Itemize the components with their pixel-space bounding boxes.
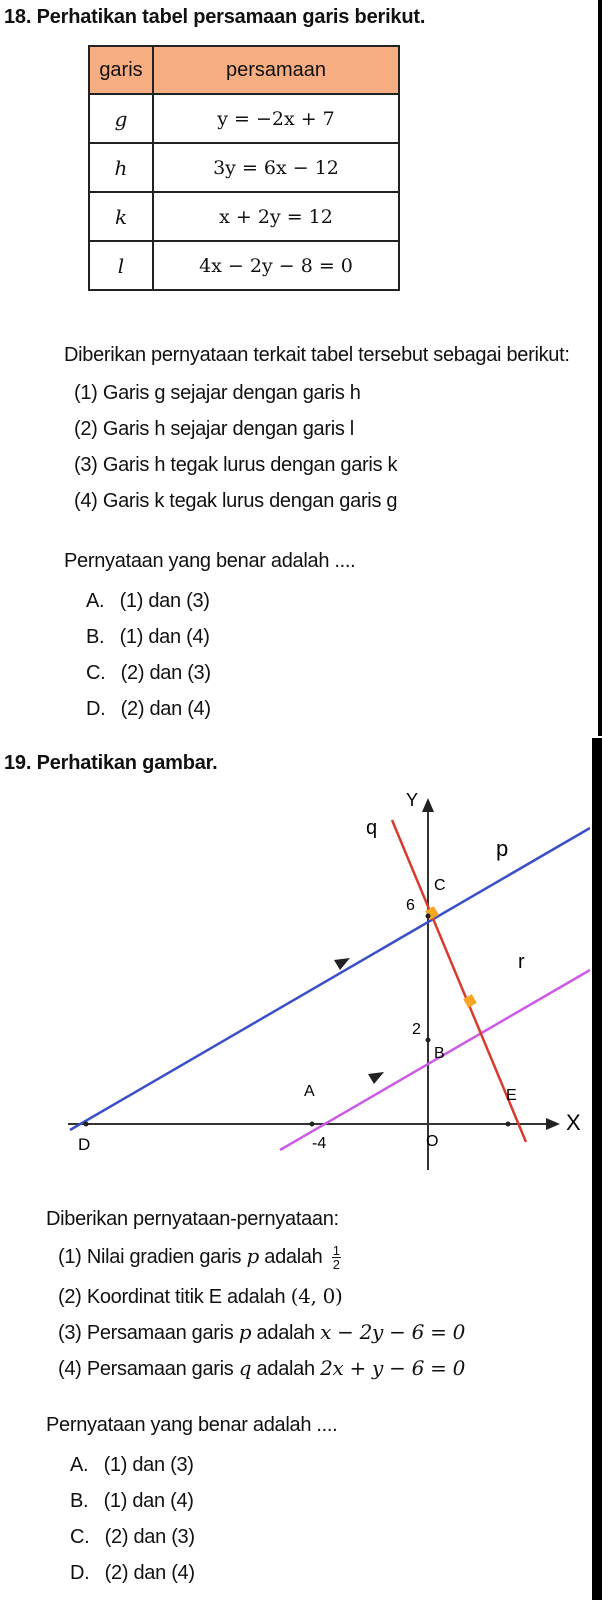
statement-number: (2) — [58, 1286, 82, 1308]
table-row — [89, 192, 399, 241]
line-name-cell: k — [89, 192, 153, 241]
q19-option-a[interactable] — [70, 1454, 194, 1477]
q19-question: Pernyataan yang benar adalah .... — [46, 1414, 338, 1436]
q18-statement-3 — [74, 454, 397, 477]
line-name-cell: l — [89, 241, 153, 290]
point-b — [426, 1038, 431, 1043]
y-axis-arrow-icon — [422, 798, 434, 812]
label-d: D — [78, 1135, 91, 1154]
statement-text: Garis g sejajar dengan garis h — [102, 382, 361, 404]
q18-statement-1 — [74, 382, 361, 405]
label-e: E — [506, 1087, 517, 1104]
q18-title-text: Perhatikan tabel persamaan garis berikut. — [36, 6, 426, 28]
point-d — [84, 1122, 89, 1127]
label-six: 6 — [406, 897, 415, 914]
point-a — [310, 1122, 315, 1127]
option-letter: D. — [70, 1562, 90, 1584]
q19-statement-2 — [58, 1284, 343, 1309]
label-q: q — [366, 817, 378, 839]
statement-text: Koordinat titik E adalah — [86, 1286, 286, 1308]
statement-number: (1) — [58, 1246, 82, 1268]
x-axis-arrow-icon — [546, 1118, 560, 1130]
q19-statement-3 — [58, 1320, 465, 1345]
table-row — [89, 241, 399, 290]
q19-statement-4 — [58, 1356, 465, 1381]
q18-option-d[interactable] — [86, 698, 211, 721]
statement-variable: p — [246, 1244, 259, 1268]
statement-text: adalah — [264, 1246, 323, 1268]
statement-text: Garis k tegak lurus dengan garis g — [102, 490, 398, 512]
q18-option-b[interactable] — [86, 626, 210, 649]
table-row — [89, 94, 399, 143]
option-text: (1) dan (3) — [119, 590, 210, 612]
statement-text: Garis h tegak lurus dengan garis k — [102, 454, 398, 476]
statement-number: (2) — [74, 418, 98, 440]
line-equation-table — [88, 45, 400, 291]
equation-cell: 4x − 2y − 8 = 0 — [153, 241, 399, 290]
point-e — [506, 1122, 511, 1127]
statement-number: (3) — [74, 454, 98, 476]
statement-text: adalah — [256, 1322, 315, 1344]
point-c — [426, 914, 431, 919]
equation-cell: 3y = 6x − 12 — [153, 143, 399, 192]
label-origin: O — [426, 1133, 439, 1150]
line-name-cell: g — [89, 94, 153, 143]
q19-intro: Diberikan pernyataan-pernyataan: — [46, 1208, 339, 1230]
equation-cell: y = −2x + 7 — [153, 94, 399, 143]
label-c: C — [434, 877, 446, 894]
option-letter: B. — [86, 626, 105, 648]
statement-math: (4, 0) — [290, 1284, 343, 1308]
statement-text: Persamaan garis — [86, 1358, 234, 1380]
header-persamaan: persamaan — [153, 46, 399, 94]
q18-option-a[interactable] — [86, 590, 210, 613]
label-b: B — [434, 1045, 445, 1062]
statement-number: (1) — [74, 382, 98, 404]
option-text: (2) dan (4) — [120, 698, 211, 720]
statement-variable: p — [238, 1320, 252, 1344]
q18-statement-2 — [74, 418, 354, 441]
table-row — [89, 143, 399, 192]
table-header-row — [89, 46, 399, 94]
option-letter: A. — [86, 590, 105, 612]
line-p — [70, 828, 590, 1130]
q18-intro: Diberikan pernyataan terkait tabel tersebut sebagai berikut: — [64, 344, 570, 366]
q19-title — [4, 752, 217, 775]
option-text: (1) dan (4) — [103, 1490, 194, 1512]
statement-text: adalah — [256, 1358, 315, 1380]
option-letter: A. — [70, 1454, 89, 1476]
statement-number: (4) — [58, 1358, 82, 1380]
statement-text: Nilai gradien garis — [86, 1246, 242, 1268]
q18-number: 18. — [4, 6, 32, 28]
equation-cell: x + 2y = 12 — [153, 192, 399, 241]
option-text: (1) dan (4) — [119, 626, 210, 648]
q18-title — [4, 6, 425, 29]
statement-text: Garis h sejajar dengan garis l — [102, 418, 354, 440]
option-letter: C. — [86, 662, 106, 684]
q19-statement-1 — [58, 1244, 341, 1271]
statement-math: 2x + y − 6 = 0 — [320, 1356, 466, 1380]
option-letter: C. — [70, 1526, 90, 1548]
q18-statement-4 — [74, 490, 397, 513]
label-p: p — [496, 836, 509, 861]
page-edge-line — [598, 0, 602, 736]
label-a: A — [304, 1083, 315, 1100]
q18-option-c[interactable] — [86, 662, 211, 685]
label-r: r — [518, 951, 525, 973]
y-axis-label: Y — [406, 790, 419, 810]
q19-option-c[interactable] — [70, 1526, 195, 1549]
option-letter: B. — [70, 1490, 89, 1512]
option-text: (1) dan (3) — [103, 1454, 194, 1476]
fraction-numerator: 1 — [332, 1243, 340, 1259]
line-r-arrow-icon — [368, 1072, 384, 1084]
statement-variable: q — [238, 1356, 252, 1380]
q19-option-d[interactable] — [70, 1562, 195, 1585]
statement-number: (4) — [74, 490, 98, 512]
q19-title-text: Perhatikan gambar. — [36, 752, 218, 774]
x-axis-label: X — [566, 1110, 581, 1135]
option-text: (2) dan (4) — [104, 1562, 195, 1584]
label-minus-four: -4 — [312, 1135, 327, 1152]
q19-number: 19. — [4, 752, 32, 774]
page-edge-bar — [592, 738, 602, 1600]
coordinate-figure — [0, 790, 590, 1190]
statement-math: x − 2y − 6 = 0 — [320, 1320, 466, 1344]
header-garis: garis — [89, 46, 153, 94]
statement-text: Persamaan garis — [86, 1322, 234, 1344]
line-name-cell: h — [89, 143, 153, 192]
q18-question: Pernyataan yang benar adalah .... — [64, 550, 356, 572]
fraction — [332, 1244, 341, 1271]
option-text: (2) dan (3) — [120, 662, 211, 684]
label-two: 2 — [412, 1021, 421, 1038]
fraction-denominator: 2 — [332, 1257, 340, 1273]
option-letter: D. — [86, 698, 106, 720]
statement-number: (3) — [58, 1322, 82, 1344]
option-text: (2) dan (3) — [104, 1526, 195, 1548]
q19-option-b[interactable] — [70, 1490, 194, 1513]
